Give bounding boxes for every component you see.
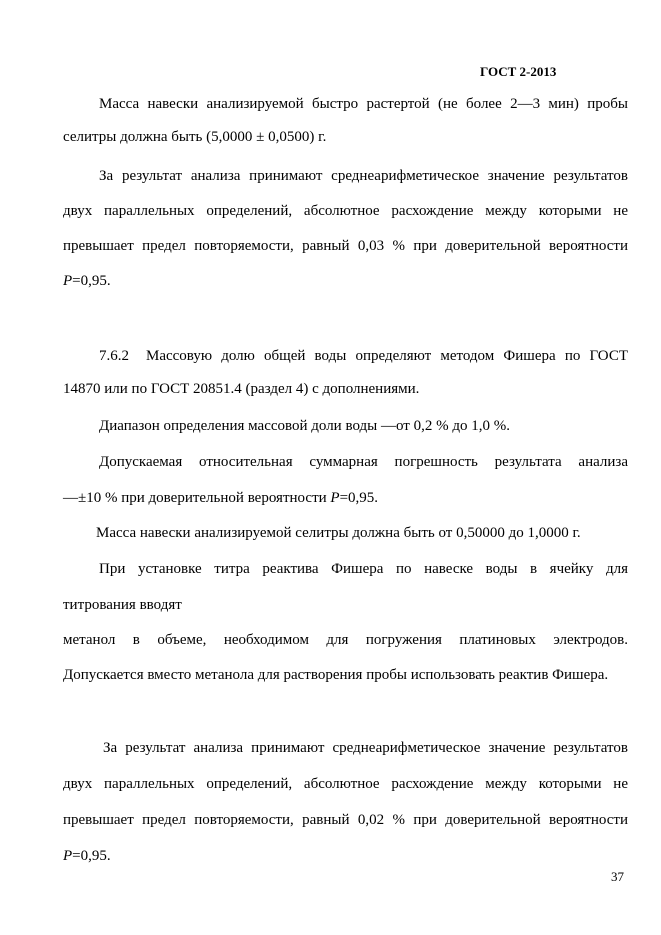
text-line: превышает предел повторяемости, равный 0,02 % при доверительной вероятности — [63, 812, 628, 828]
text-line: Допускается вместо метанола для растворения пробы использовать реактив Фишера. — [63, 667, 609, 683]
text-line: Масса навески анализируемой быстро растертой (не более 2—3 мин) пробы — [99, 96, 628, 112]
page-number: 37 — [611, 869, 624, 884]
text-line — [63, 847, 111, 865]
text-line: двух параллельных определений, абсолютное расхождение между которыми не — [63, 776, 628, 792]
p-symbol: P — [330, 490, 340, 506]
p-symbol: P — [63, 273, 73, 289]
text-line: превышает предел повторяемости, равный 0,03 % при доверительной вероятности — [63, 238, 628, 254]
text-line: За результат анализа принимают среднеарифметическое значение результатов — [103, 740, 628, 756]
text-line: Диапазон определения массовой доли воды —от 0,2 % до 1,0 %. — [99, 418, 510, 434]
section-number: 7.6.2 — [99, 348, 129, 364]
text-line: Массовую долю общей воды определяют методом Фишера по ГОСТ — [146, 348, 628, 364]
text-line: титрования вводят — [63, 597, 182, 613]
p-value: =0,95. — [339, 490, 379, 506]
text-line: селитры должна быть (5,0000 ± 0,0500) г. — [63, 129, 327, 145]
text-line: При установке титра реактива Фишера по навеске воды в ячейку для — [99, 561, 628, 577]
text-line — [63, 489, 378, 507]
text-line: двух параллельных определений, абсолютное расхождение между которыми не — [63, 203, 628, 219]
text-line: Масса навески анализируемой селитры должна быть от 0,50000 до 1,0000 г. — [96, 525, 581, 541]
p-value: =0,95. — [72, 848, 111, 864]
tolerance-text: —±10 % при доверительной вероятности — [63, 490, 331, 506]
p-value: =0,95. — [72, 273, 111, 289]
text-line: За результат анализа принимают среднеарифметическое значение результатов — [99, 168, 628, 184]
p-symbol: P — [63, 848, 73, 864]
text-line: Допускаемая относительная суммарная погрешность результата анализа — [99, 454, 628, 470]
text-line: 14870 или по ГОСТ 20851.4 (раздел 4) с дополнениями. — [63, 381, 420, 397]
text-line: метанол в объеме, необходимом для погружения платиновых электродов. — [63, 632, 628, 648]
document-header: ГОСТ 2-2013 — [480, 64, 557, 79]
text-line — [63, 272, 111, 290]
